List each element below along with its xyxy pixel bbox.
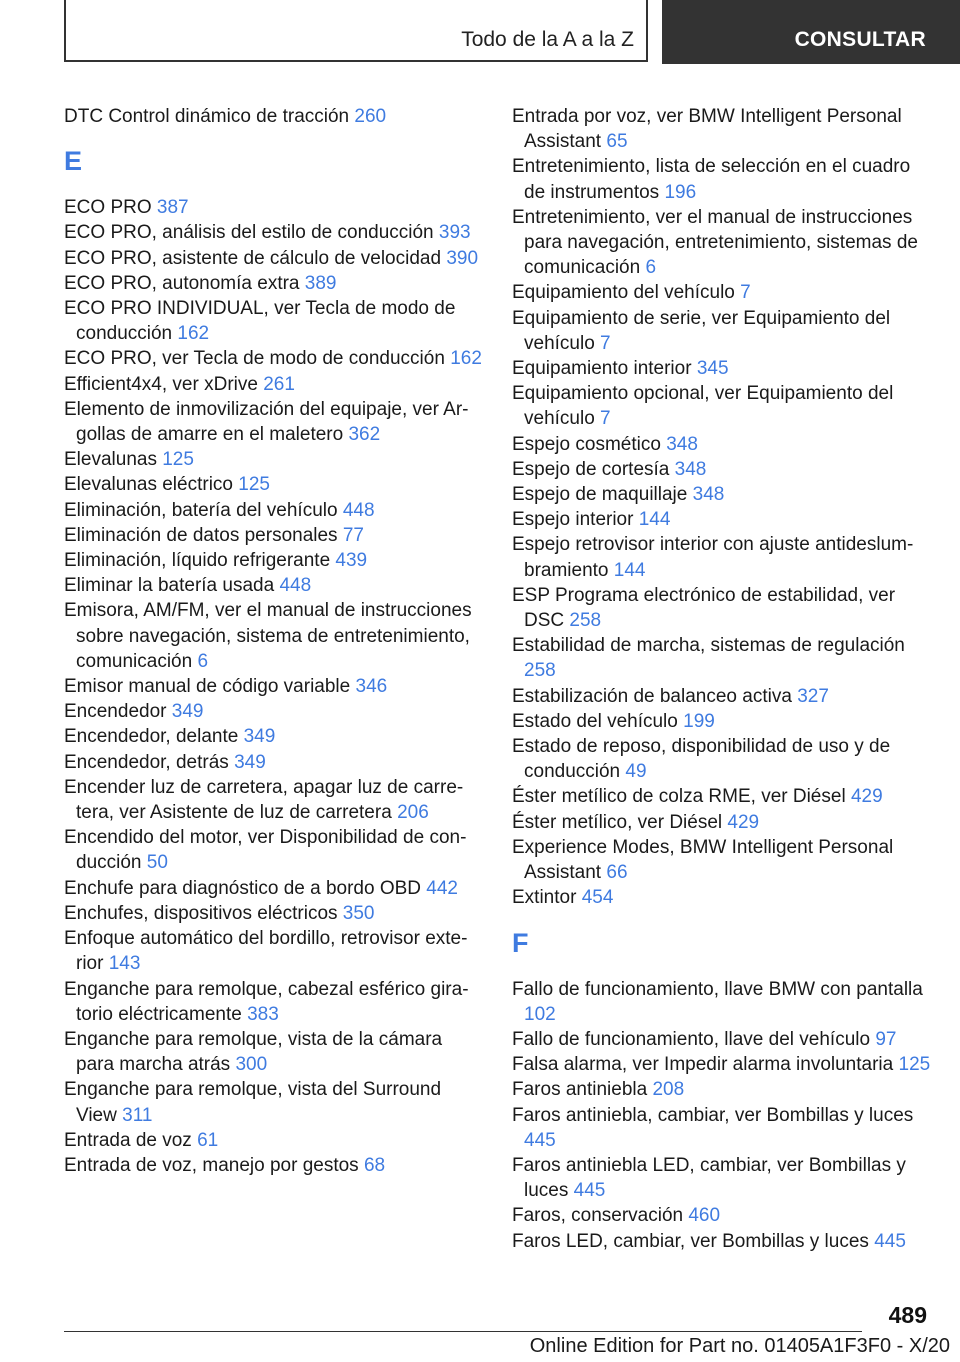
index-entry-text: Estado del vehículo bbox=[512, 710, 684, 732]
index-entry bbox=[64, 775, 484, 825]
index-entry-page-link[interactable]: 199 bbox=[683, 710, 715, 732]
index-entry-text: Equipamiento del vehículo bbox=[512, 282, 741, 304]
index-entry bbox=[64, 498, 484, 523]
index-column-right bbox=[512, 104, 932, 1254]
index-entry bbox=[64, 901, 484, 926]
index-entry-text: Extintor bbox=[512, 887, 582, 909]
index-entry-page-link[interactable]: 389 bbox=[304, 272, 337, 294]
index-entry-page-link[interactable]: 65 bbox=[606, 131, 628, 153]
index-entry-text: Faros antiniebla, cambiar, ver Bombillas y luces bbox=[512, 1104, 914, 1126]
index-entry-text: Espejo de cortesía bbox=[512, 458, 675, 480]
index-entry-page-link[interactable]: 445 bbox=[874, 1230, 906, 1252]
index-entry-text: Entretenimiento, ver el manual de instrucciones para navegación, entretenimiento, sistemas de comunicación bbox=[512, 206, 918, 279]
index-entry-text: Encender luz de carretera, apagar luz de carretera, ver Asistente de luz de carretera bbox=[64, 776, 464, 824]
index-entry bbox=[512, 205, 932, 281]
index-entry bbox=[512, 1203, 932, 1228]
index-entry-text: Entrada por voz, ver BMW Intelligent Personal Assistant bbox=[512, 106, 902, 153]
index-entry bbox=[512, 684, 932, 709]
index-entry-page-link[interactable]: 348 bbox=[674, 458, 707, 480]
index-entry bbox=[512, 709, 932, 734]
section-tab[interactable] bbox=[662, 0, 960, 64]
index-entry bbox=[512, 482, 932, 507]
index-entry-page-link[interactable]: 125 bbox=[162, 449, 194, 471]
index-entry-page-link[interactable]: 362 bbox=[348, 424, 381, 446]
index-entry bbox=[512, 381, 932, 431]
index-entry bbox=[64, 195, 484, 220]
index-entry-page-link[interactable]: 345 bbox=[696, 358, 729, 380]
index-entry-page-link[interactable]: 258 bbox=[524, 660, 556, 682]
index-entry bbox=[64, 246, 484, 271]
index-entry-text: Fallo de funcionamiento, llave BMW con pantalla bbox=[512, 978, 923, 1000]
index-entry-text: Eliminación, líquido refrigerante bbox=[64, 550, 336, 572]
index-entry-page-link[interactable]: 390 bbox=[446, 247, 479, 269]
index-entry-text: Encendedor bbox=[64, 701, 172, 723]
index-entry-page-link[interactable]: 162 bbox=[177, 323, 210, 345]
index-entry-page-link[interactable]: 349 bbox=[243, 726, 276, 748]
index-entry-page-link[interactable]: 383 bbox=[247, 1003, 279, 1025]
footer-text: Online Edition for Part no. 01405A1F3F0 - X/20 bbox=[529, 1335, 950, 1357]
index-entry bbox=[512, 104, 932, 154]
index-entry-text: Faros LED, cambiar, ver Bombillas y luces bbox=[512, 1230, 875, 1252]
index-entry-text: ECO PRO bbox=[64, 197, 157, 219]
index-entry-text: Emisora, AM/FM, ver el manual de instrucciones sobre navegación, sistema de entretenimiento, comunicación bbox=[64, 600, 472, 672]
page-number: 489 bbox=[888, 1302, 927, 1328]
index-entry bbox=[64, 750, 484, 775]
index-entry-text: Entretenimiento, lista de selección en el cuadro de instrumentos bbox=[512, 156, 911, 203]
index-entry bbox=[512, 306, 932, 356]
index-entry bbox=[64, 724, 484, 749]
index-entry bbox=[64, 876, 484, 901]
index-entry-page-link[interactable]: 387 bbox=[156, 197, 189, 219]
index-entry bbox=[64, 397, 484, 447]
index-entry-page-link[interactable]: 350 bbox=[342, 902, 375, 924]
index-entry-page-link[interactable]: 311 bbox=[122, 1104, 153, 1126]
index-entry bbox=[64, 271, 484, 296]
index-entry-text: Equipamiento interior bbox=[512, 358, 697, 380]
index-entry-page-link[interactable]: 349 bbox=[234, 751, 266, 773]
index-entry bbox=[64, 926, 484, 976]
index-entry bbox=[64, 104, 484, 129]
index-entry-text: Enganche para remolque, vista de la cámara para marcha atrás bbox=[64, 1028, 443, 1076]
index-entry-text: Espejo cosmético bbox=[512, 433, 667, 455]
index-entry-page-link[interactable]: 445 bbox=[524, 1129, 556, 1151]
index-entry bbox=[512, 154, 932, 204]
index-entry-text: Espejo interior bbox=[512, 509, 639, 531]
index-entry-page-link[interactable]: 7 bbox=[600, 408, 611, 430]
index-entry-page-link[interactable]: 66 bbox=[606, 862, 628, 884]
index-entry bbox=[512, 885, 932, 910]
index-entry bbox=[512, 734, 932, 784]
index-entry-page-link[interactable]: 393 bbox=[438, 222, 471, 244]
index-entry-text: Entrada de voz bbox=[64, 1129, 198, 1151]
index-entry-text: DTC Control dinámico de tracción bbox=[64, 106, 355, 127]
index-entry-text: Eliminación de datos personales bbox=[64, 524, 343, 546]
index-entry bbox=[512, 1103, 932, 1153]
index-entry bbox=[64, 346, 484, 371]
index-entry bbox=[64, 472, 484, 497]
index-entry-page-link[interactable]: 61 bbox=[197, 1129, 219, 1151]
index-entry bbox=[512, 1027, 932, 1052]
index-entry bbox=[512, 356, 932, 381]
index-entry-page-link[interactable]: 125 bbox=[898, 1054, 931, 1076]
index-entry bbox=[64, 573, 484, 598]
index-entry-text: Elevalunas bbox=[64, 449, 163, 471]
index-entry-text: Estabilidad de marcha, sistemas de regulación bbox=[512, 635, 905, 657]
index-entry-page-link[interactable]: 439 bbox=[335, 550, 368, 572]
index-entry-text: Enchufe para diagnóstico de a bordo OBD bbox=[64, 877, 427, 899]
index-entry bbox=[512, 1153, 932, 1203]
index-entry-page-link[interactable]: 7 bbox=[600, 332, 611, 354]
index-entry-text: Encendido del motor, ver Disponibilidad de conducción bbox=[64, 827, 467, 874]
index-entry-page-link[interactable]: 68 bbox=[363, 1154, 386, 1176]
index-entry-page-link[interactable]: 448 bbox=[342, 499, 375, 521]
index-entry-page-link[interactable]: 454 bbox=[581, 887, 614, 909]
section-title: Todo de la A a la Z bbox=[461, 28, 634, 51]
index-entry-text: Estabilización de balanceo activa bbox=[512, 685, 798, 707]
index-entry-text: Encendedor, delante bbox=[64, 726, 244, 748]
index-entry bbox=[64, 372, 484, 397]
index-entry-text: Equipamiento de serie, ver Equipamiento del vehículo bbox=[512, 307, 891, 354]
index-entry-page-link[interactable]: 349 bbox=[171, 701, 204, 723]
index-entry bbox=[64, 598, 484, 674]
index-entry-text: Entrada de voz, manejo por gestos bbox=[64, 1154, 364, 1176]
index-entry bbox=[512, 280, 932, 305]
index-entry-text: Espejo retrovisor interior con ajuste antideslumbramiento bbox=[512, 534, 914, 581]
section-tab-label: CONSULTAR bbox=[794, 28, 926, 51]
index-entry-text: Eliminar la batería usada bbox=[64, 575, 280, 597]
index-entry-text: Encendedor, detrás bbox=[64, 751, 235, 773]
index-entry bbox=[64, 1153, 484, 1178]
index-entry bbox=[64, 548, 484, 573]
index-entry-text: Espejo de maquillaje bbox=[512, 484, 693, 506]
index-entry bbox=[512, 633, 932, 683]
index-entry bbox=[512, 1077, 932, 1102]
index-entry-page-link[interactable]: 7 bbox=[740, 282, 751, 304]
index-entry-page-link[interactable]: 6 bbox=[645, 257, 657, 279]
index-entry-text: ECO PRO INDIVIDUAL, ver Tecla de modo de conducción bbox=[64, 298, 456, 345]
index-entry-text: Emisor manual de código variable bbox=[64, 676, 356, 698]
index-entry-text: ECO PRO, análisis del estilo de conducción bbox=[64, 222, 439, 244]
index-entry-page-link[interactable]: 206 bbox=[397, 802, 429, 824]
index-entry-page-link[interactable]: 261 bbox=[263, 373, 295, 395]
index-entry bbox=[64, 674, 484, 699]
index-entry-text: Enchufes, dispositivos eléctricos bbox=[64, 902, 343, 924]
index-entry bbox=[512, 1052, 932, 1077]
index-entry-page-link[interactable]: 348 bbox=[666, 433, 698, 455]
index-entry-text: Falsa alarma, ver Impedir alarma involuntaria bbox=[512, 1054, 899, 1076]
index-entry-page-link[interactable]: 260 bbox=[354, 106, 387, 127]
index-entry-page-link[interactable]: 346 bbox=[355, 676, 388, 698]
index-entry-text: Elemento de inmovilización del equipaje, ver Argollas de amarre en el maletero bbox=[64, 398, 469, 446]
index-entry bbox=[64, 1027, 484, 1077]
index-entry-page-link[interactable]: 429 bbox=[850, 786, 883, 808]
index-entry bbox=[64, 825, 484, 875]
index-entry-text: Enfoque automático del bordillo, retrovisor exterior bbox=[64, 928, 468, 975]
index-letter-heading: F bbox=[512, 927, 529, 958]
index-entry-text: Experience Modes, BMW Intelligent Personal Assistant bbox=[512, 836, 894, 884]
index-entry-text: ECO PRO, ver Tecla de modo de conducción bbox=[64, 348, 451, 370]
index-entry-page-link[interactable]: 348 bbox=[692, 484, 725, 506]
index-column-left bbox=[64, 104, 484, 1178]
index-entry-page-link[interactable]: 208 bbox=[652, 1079, 685, 1101]
index-entry-page-link[interactable]: 6 bbox=[197, 650, 209, 672]
index-entry bbox=[64, 220, 484, 245]
index-entry-text: Éster metílico de colza RME, ver Diésel bbox=[512, 786, 851, 808]
index-entry-text: ESP Programa electrónico de estabilidad, ver DSC bbox=[512, 584, 896, 632]
index-entry bbox=[512, 835, 932, 885]
index-entry-text: Enganche para remolque, cabezal esférico giratorio eléctricamente bbox=[64, 978, 469, 1025]
index-entry bbox=[512, 432, 932, 457]
index-entry-text: Éster metílico, ver Diésel bbox=[512, 811, 728, 833]
index-entry bbox=[512, 583, 932, 633]
index-entry-text: Faros antiniebla bbox=[512, 1079, 653, 1101]
index-entry-page-link[interactable]: 144 bbox=[613, 559, 646, 581]
index-entry bbox=[64, 447, 484, 472]
index-entry-page-link[interactable]: 49 bbox=[625, 761, 647, 783]
index-entry-text: Equipamiento opcional, ver Equipamiento del vehículo bbox=[512, 383, 894, 430]
index-entry-page-link[interactable]: 300 bbox=[235, 1054, 268, 1076]
index-entry-text: ECO PRO, asistente de cálculo de velocidad bbox=[64, 247, 447, 269]
index-entry-page-link[interactable]: 460 bbox=[688, 1205, 721, 1227]
index-entry-text: Eliminación, batería del vehículo bbox=[64, 499, 343, 521]
index-entry-text: Elevalunas eléctrico bbox=[64, 474, 239, 496]
index-entry bbox=[512, 977, 932, 1027]
index-entry bbox=[64, 1128, 484, 1153]
index-entry bbox=[64, 296, 484, 346]
index-entry-page-link[interactable]: 102 bbox=[524, 1003, 556, 1025]
index-entry-page-link[interactable]: 445 bbox=[573, 1180, 606, 1202]
index-entry-page-link[interactable]: 442 bbox=[426, 877, 458, 899]
index-entry bbox=[512, 784, 932, 809]
index-entry-page-link[interactable]: 448 bbox=[279, 575, 312, 597]
index-entry bbox=[512, 507, 932, 532]
index-entry-page-link[interactable]: 97 bbox=[875, 1028, 897, 1050]
index-entry-text: Faros, conservación bbox=[512, 1205, 689, 1227]
index-entry bbox=[64, 699, 484, 724]
index-entry-page-link[interactable]: 327 bbox=[797, 685, 829, 707]
index-entry-text: Enganche para remolque, vista del Surround View bbox=[64, 1079, 442, 1126]
index-entry-page-link[interactable]: 162 bbox=[450, 348, 482, 370]
index-entry bbox=[64, 1077, 484, 1127]
index-entry-page-link[interactable]: 50 bbox=[146, 852, 168, 874]
index-entry-page-link[interactable]: 144 bbox=[638, 509, 671, 531]
index-entry-page-link[interactable]: 125 bbox=[238, 474, 270, 496]
index-entry-page-link[interactable]: 258 bbox=[569, 610, 602, 632]
index-letter-heading: E bbox=[64, 146, 83, 177]
index-entry bbox=[512, 1229, 932, 1254]
index-entry-page-link[interactable]: 77 bbox=[342, 524, 364, 546]
index-entry-text: Fallo de funcionamiento, llave del vehículo bbox=[512, 1028, 876, 1050]
index-entry bbox=[512, 532, 932, 582]
index-entry bbox=[512, 457, 932, 482]
index-entry-text: Efficient4x4, ver xDrive bbox=[64, 373, 264, 395]
footer-divider bbox=[64, 1331, 862, 1332]
index-entry-page-link[interactable]: 143 bbox=[108, 953, 141, 975]
index-entry-text: ECO PRO, autonomía extra bbox=[64, 272, 305, 294]
index-entry-page-link[interactable]: 196 bbox=[664, 181, 697, 203]
index-entry bbox=[64, 977, 484, 1027]
index-entry-page-link[interactable]: 429 bbox=[727, 811, 760, 833]
index-entry-text: Estado de reposo, disponibilidad de uso y de conducción bbox=[512, 736, 891, 783]
index-entry bbox=[64, 523, 484, 548]
index-entry-text: Faros antiniebla LED, cambiar, ver Bombillas y luces bbox=[512, 1154, 906, 1202]
index-entry bbox=[512, 810, 932, 835]
section-header bbox=[64, 0, 648, 62]
